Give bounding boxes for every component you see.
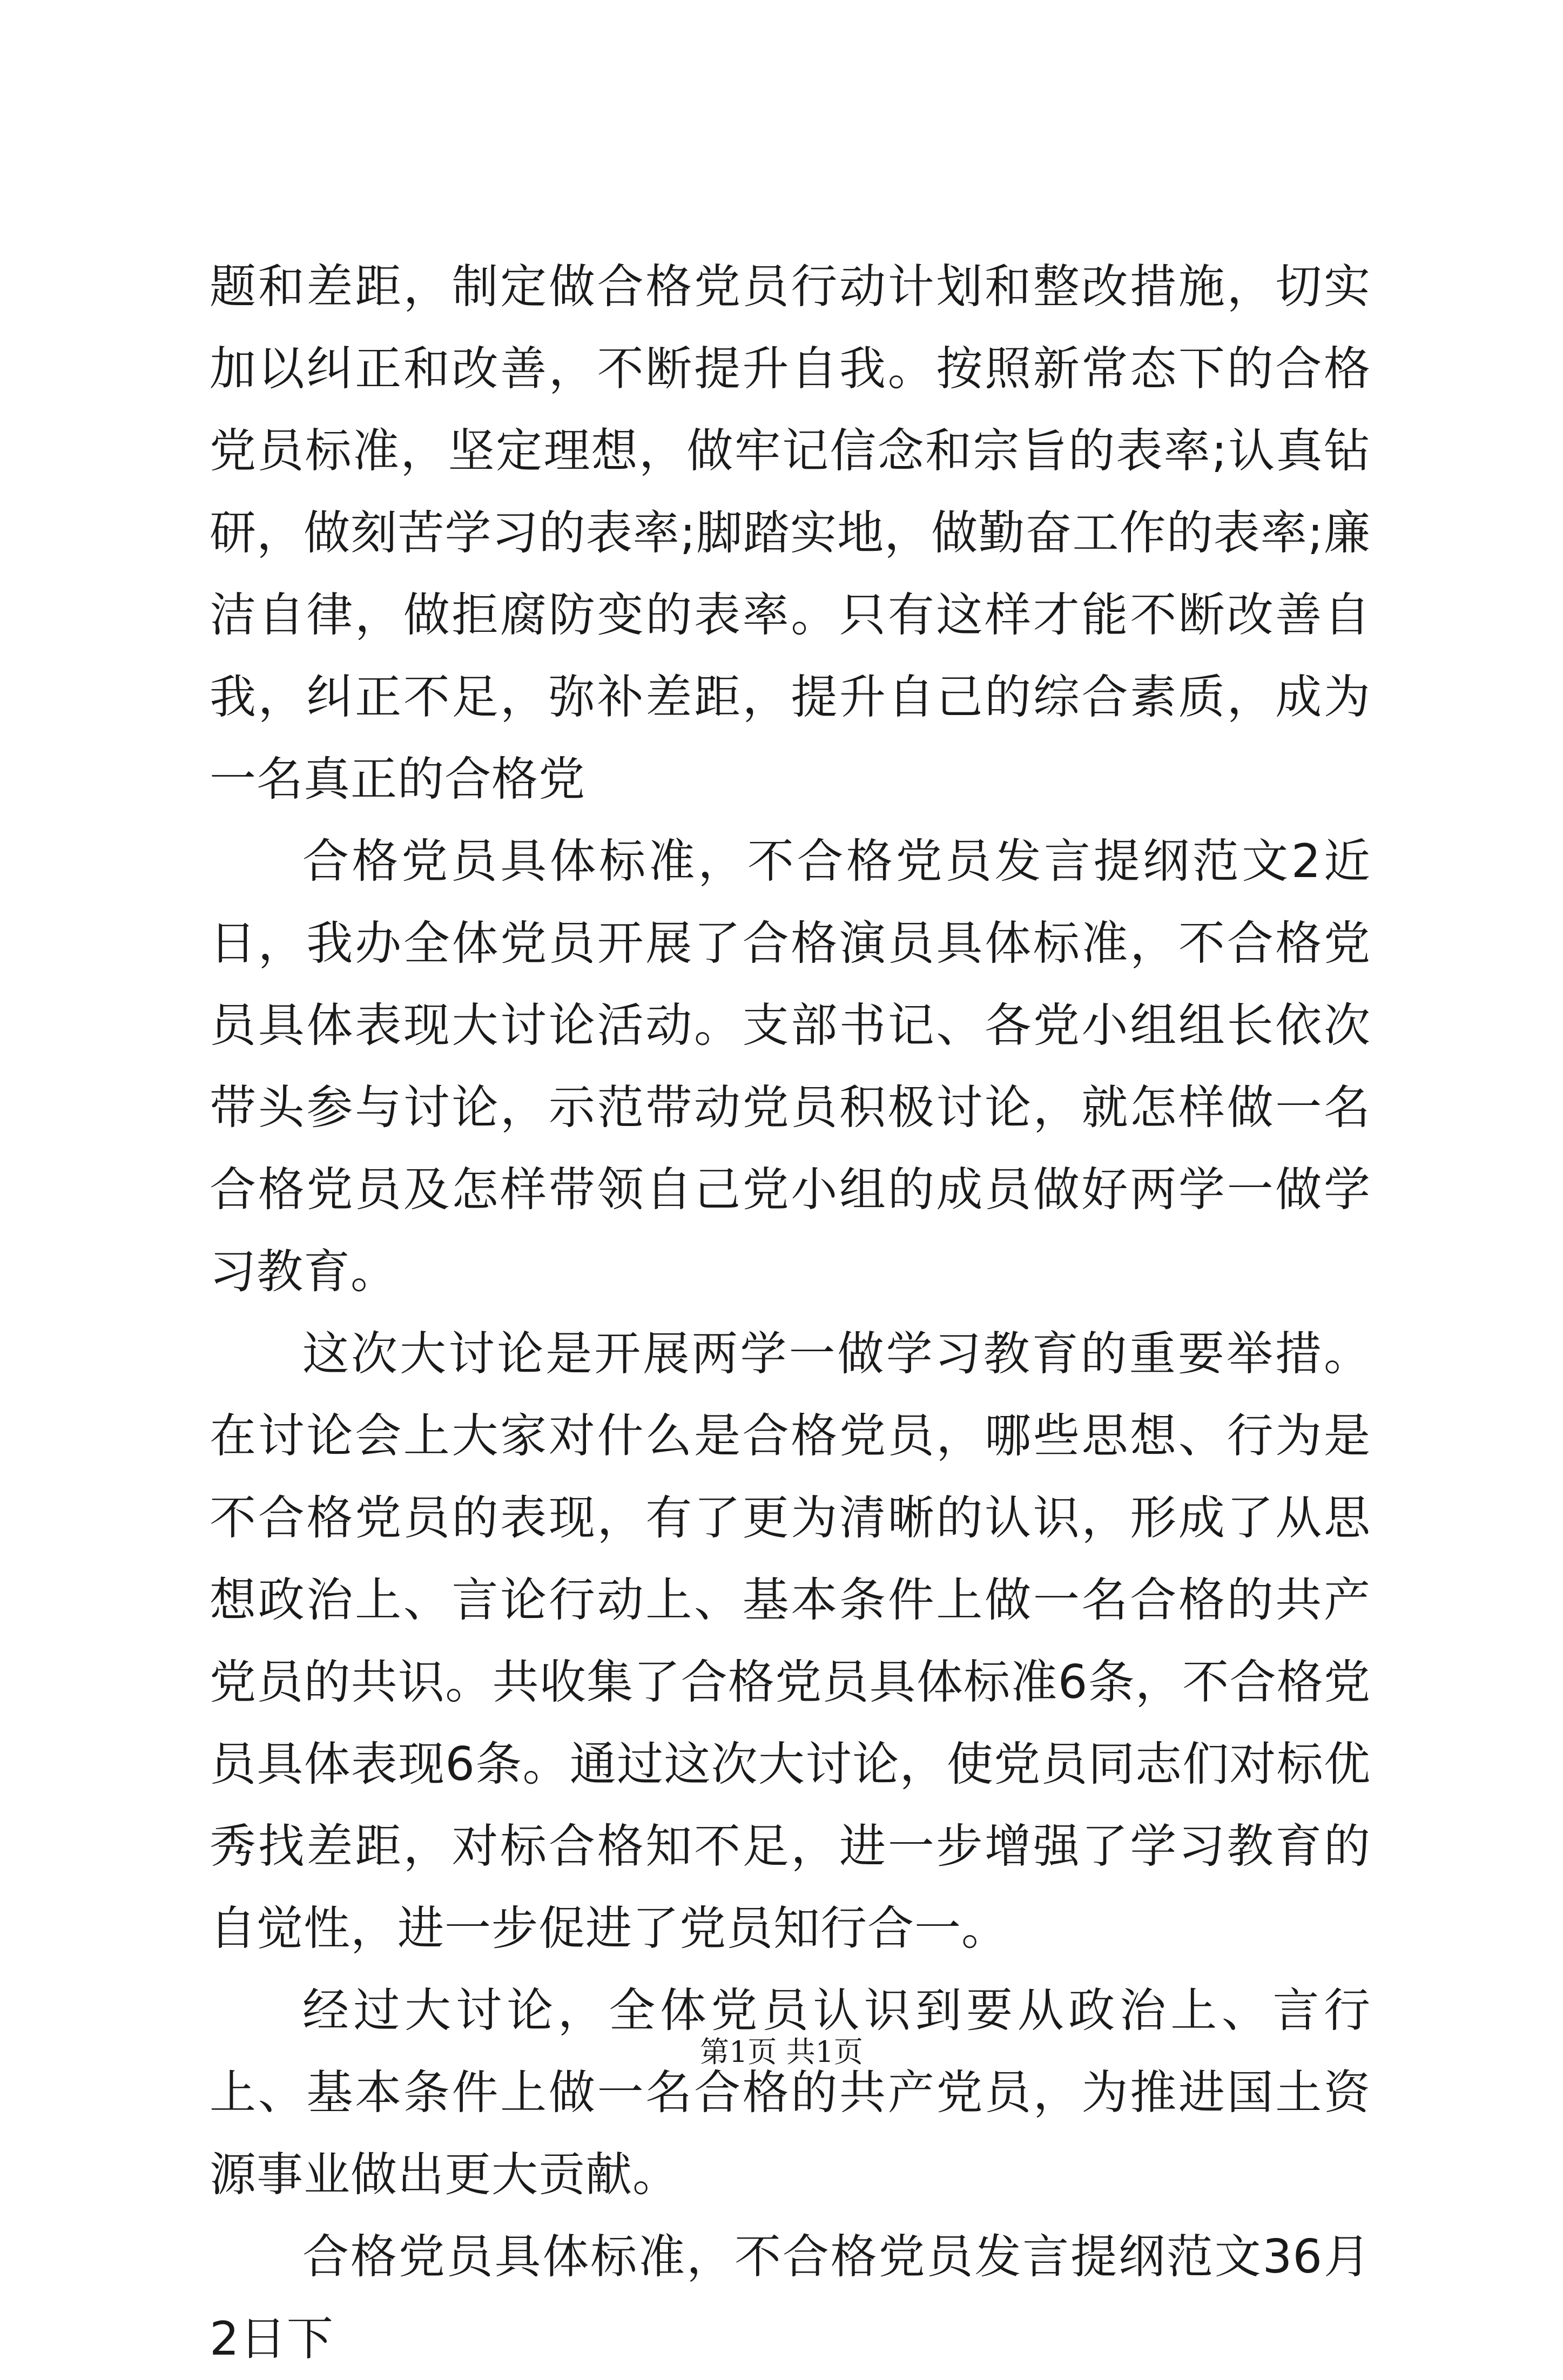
paragraph: 合格党员具体标准，不合格党员发言提纲范文2近日，我办全体党员开展了合格演员具体标准，不合格党员具体表现大讨论活动。支部书记、各党小组组长依次带头参与讨论，示范带动党员积极讨论，就怎样做一名合格党员及怎样带领自己党小组的成员做好两学一做学习教育。 [210,834,1371,1299]
paragraph: 经过大讨论，全体党员认识到要从政治上、言行上、基本条件上做一名合格的共产党员，为推进国土资源事业做出更大贡献。 [210,1984,1371,2202]
paragraph: 合格党员具体标准，不合格党员发言提纲范文36月2日下 [210,2230,1371,2366]
page-number-footer: 第1页 共1页 [700,2035,863,2069]
paragraph: 这次大讨论是开展两学一做学习教育的重要举措。在讨论会上大家对什么是合格党员，哪些思想、行为是不合格党员的表现，有了更为清晰的认识，形成了从思想政治上、言论行动上、基本条件上做一名合格的共产党员的共识。共收集了合格党员具体标准6条，不合格党员具体表现6条。通过这次大讨论，使党员同志们对标优秀找差距，对标合格知不足，进一步增强了学习教育的自觉性，进一步促进了党员知行合一。 [210,1327,1371,1956]
paragraph: 题和差距，制定做合格党员行动计划和整改措施，切实加以纠正和改善，不断提升自我。按照新常态下的合格党员标准，坚定理想，做牢记信念和宗旨的表率;认真钻研，做刻苦学习的表率;脚踏实地，做勤奋工作的表率;廉洁自律，做拒腐防变的表率。只有这样才能不断改善自我，纠正不足，弥补差距，提升自己的综合素质，成为一名真正的合格党 [210,260,1371,806]
